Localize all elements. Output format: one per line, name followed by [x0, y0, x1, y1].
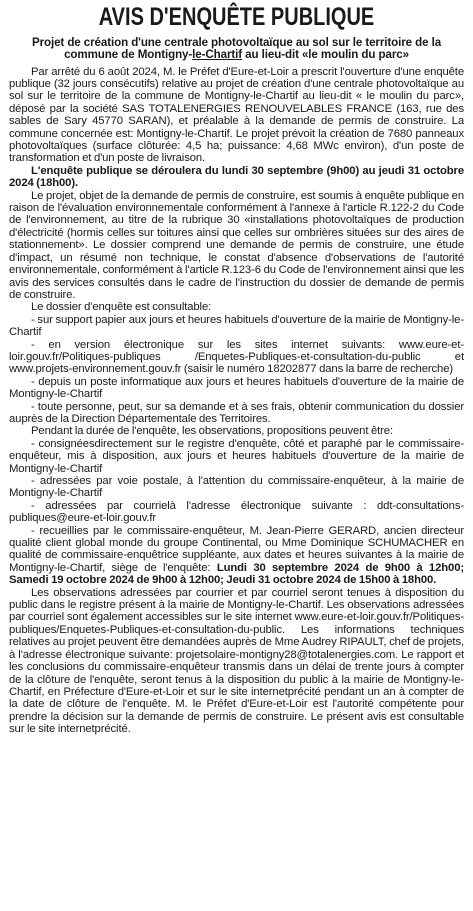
subtitle-text-1: Projet de création d'une centrale photovoltaïque au sol sur le territoire de la commune de Montigny- — [31, 36, 442, 62]
list-item-computer: - depuis un poste informatique aux jours et heures habituels d'ouverture de la mairie de Montigny-le-Chartif — [9, 375, 464, 401]
list-item-register: - consignéesdirectement sur le registre d'enquête, côté et paraphé par le commissaire-enquêteur, mis à disposition, aux jours et heures habituels d'ouverture de la mairie de Montigny-le-Chartif — [9, 437, 464, 475]
subtitle-link: le-Chartif — [192, 48, 243, 62]
notice-body — [9, 66, 464, 736]
notice-title: AVIS D'ENQUÊTE PUBLIQUE — [98, 3, 375, 31]
paragraph-dates: L'enquête publique se déroulera du lundi 30 septembre (9h00) au jeudi 31 octobre 2024 (18h00). — [9, 164, 464, 190]
list-item-electronic: - en version électronique sur les sites internet suivants: www.eure-et-loir.gouv.fr/Politiques-publiques /Enquetes-Publiques-et-consultation-du-public et www.projets-environnement.gouv.fr (saisir le numéro 18202877 dans la barre de recherche) — [9, 338, 464, 376]
paragraph-decree: Par arrêté du 6 août 2024, M. le Préfet d'Eure-et-Loir a prescrit l'ouverture d'une enquête publique (32 jours consécutifs) relative au projet de création d'une centrale photovoltaïque au sol sur le territoire de la commune de Montigny-le-Chartif au lieu-dit « le moulin du parc», déposé par la société SAS TOTALENERGIES RENOUVELABLES FRANCE (163, rue des sables de Sary 45770 SARAN), et préalable à la demande de permis de construire. La commune concernée est: Montigny-le-Chartif. Le projet prévoit la création de 7680 panneaux photovoltaïques (surface clôturée: 4,5 ha; puissance: 4,68 MWc environ), d'un poste de transformation et d'un poste de livraison. — [9, 65, 464, 165]
subtitle-text-2: au lieu-dit «le moulin du parc» — [242, 48, 409, 62]
notice-subtitle — [9, 37, 464, 62]
commissioner-text: - recueillies par le commissaire-enquêteur, M. Jean-Pierre GERARD, ancien directeur qualité client global monde du groupe Continental, ou Mme Dominique SCHUMACHER en qualité de commissaire-enquêtrice suppléante, aux dates et heures suivantes à la mairie de Montigny-le-Chartif, siège de l'enquête: — [9, 524, 464, 574]
paragraph-closing: Les observations adressées par courrier et par courriel seront tenues à disposition du public dans le registre présent à la mairie de Montigny-le-Chartif. Les observations adressées par courriel sont également accessibles sur le site internet www.eure-et-loir.gouv.fr/Politiques-publiques/Enquetes-Publiques-et-consultation-du-public. Les informations techniques relatives au projet peuvent être demandées auprès de Mme Audrey RIPAULT, chef de projets, à l'adresse électronique suivante: projetsolaire-montigny28@totalenergies.com. Le rapport et les conclusions du commissaire-enquêteur transmis dans un délai de trente jours à compter de la clôture de l'enquête, seront tenus à la disposition du public à la mairie de Montigny-le-Chartif, en Préfecture d'Eure-et-Loir et sur le site internetprécité pendant un an à compter de la date de clôture de l'enquête. M. le Préfet d'Eure-et-Loir est l'autorité compétente pour prendre la décision sur la demande de permis de construire. Le présent avis est consultable sur le site internetprécité. — [9, 586, 464, 736]
list-item-request: - toute personne, peut, sur sa demande et à ses frais, obtenir communication du dossier auprès de la Direction Départementale des Territoires. — [9, 400, 464, 425]
paragraph-project: Le projet, objet de la demande de permis de construire, est soumis à enquête publique en raison de l'évaluation environnementale conformément à l'annexe à l'article R.122-2 du Code de l'environnement, au titre de la rubrique 30 «installations photovoltaïques de production d'électricité (hormis celles sur toitures ainsi que celles sur ombrières situées sur des aires de stationnement». Le dossier comprend une demande de permis de construire, une étude d'impact, un résumé non technique, le constat d'absence d'observations de l'autorité environnementale, conformément à l'article R.123-6 du Code de l'environnement ainsi que les avis des services consultés dans le cadre de l'instruction du dossier de demande de permis de construire. — [9, 189, 464, 301]
list-item-email: - adressées par courrielà l'adresse électronique suivante : ddt-consultations-publiques@eure-et-loir.gouv.fr — [9, 499, 464, 525]
commissioner-dates: Lundi 30 septembre 2024 de 9h00 à 12h00; Samedi 19 octobre 2024 de 9h00 à 12h00; Jeudi 31 octobre 2024 de 15h00 à 18h00. — [9, 561, 464, 587]
list-item-commissioner — [9, 525, 464, 587]
list-item-paper: - sur support papier aux jours et heures habituels d'ouverture de la mairie de Montigny-le-Chartif — [9, 313, 464, 339]
paragraph-consultable: Le dossier d'enquête est consultable: — [31, 301, 212, 314]
list-item-postal: - adressées par voie postale, à l'attention du commissaire-enquêteur, à la mairie de Montigny-le-Chartif — [9, 475, 464, 500]
paragraph-observations: Pendant la durée de l'enquête, les observations, propositions peuvent être: — [31, 425, 393, 438]
